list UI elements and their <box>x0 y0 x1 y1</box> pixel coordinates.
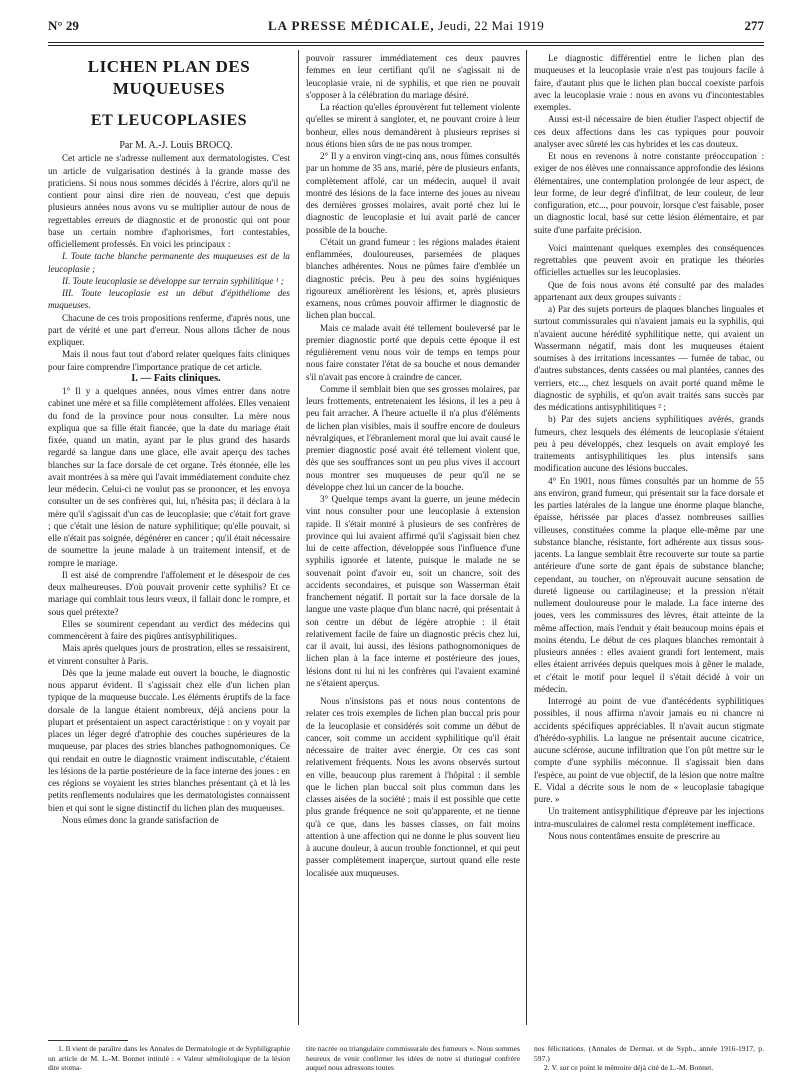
paragraph: b) Par des sujets anciens syphilitiques avérés, grands fumeurs, chez lesquels des éléments de leucoplasie s'étaient peu à peu développés, chez lesquels on avait employé les traitements antisyphilitiques les plus intensifs sans modification aucune des lésions buccales. <box>534 414 764 474</box>
article-title: LICHEN PLAN DES MUQUEUSES <box>87 57 251 98</box>
paragraph: Mais il nous faut tout d'abord relater quelques faits cliniques pour faire comprendre l'importance pratique de cet article. <box>48 349 290 372</box>
page-number: 277 <box>744 18 764 33</box>
header-rule-double <box>48 45 764 46</box>
footnote-rule <box>48 1040 128 1041</box>
footnote-text: nos félicitations. (Annales de Dermat. et de Syph., année 1916-1917, p. 597.) <box>534 1044 764 1063</box>
issue-number: N° 29 <box>48 18 79 33</box>
paragraph: Cet article ne s'adresse nullement aux dermatologistes. C'est un article de vulgarisation destinés à la grande masse des praticiens. Si nous nous sommes décidés à l'écrire, alors qu'il ne contient pour ainsi dire rien de nouveau, c'est que depuis plusieurs années nous avons vu se multiplier autour de nous de regrettables erreurs de diagnostic et de pronostic qui ont pour base un certain nombre d'aphorismes, fort contestables, officiellement professés. En voici les principaux : <box>48 153 290 249</box>
footnote-2: 2. V. sur ce point le mémoire déjà cité de L.-M. Bonnet. <box>544 1063 714 1073</box>
paragraph: Interrogé au point de vue d'antécédents syphilitiques possibles, il nous affirma n'avoir jamais eu ni chancre ni accidents spécifiques appréciables. Il n'avait aucun stigmate d'hérédo-syphilis. La langue ne présentait aucune cicatrice, aucune sclérose, aucune infiltration que l'on pût mettre sur le compte d'une syphilis méconnue. Il s'agissait bien dans l'espèce, au point de vue objectif, de la lésion que notre maître E. Vidal a décrite sous le nom de « leucoplasie tabagique pure. » <box>534 696 764 804</box>
issue-date: Jeudi, 22 Mai 1919 <box>438 18 545 33</box>
paragraph: Mais ce malade avait été tellement bouleversé par le premier diagnostic porté que depuis cette époque il est régulièrement venu nous voir de temps en temps pour nous faire constater l'état de sa bouche et nous demander s'il n'avait pas encore à craindre de cancer. <box>306 322 520 382</box>
column-2 <box>306 52 520 1037</box>
paragraph: Mais après quelques jours de prostration, elles se ressaisirent, et vinrent consulter à Paris. <box>48 643 290 666</box>
column-1 <box>48 52 290 1037</box>
paragraph: Aussi est-il nécessaire de bien étudier l'aspect objectif de ces deux affections dans les cas typiques pour pouvoir analyser avec sûreté les cas hybrides et les cas douteux. <box>534 114 764 149</box>
paragraph: 2° Il y a environ vingt-cinq ans, nous fûmes consultés par un homme de 35 ans, marié, père de plusieurs enfants, complètement affolé, car un médecin, auquel il avait montré des lésions de la face interne des joues au niveau des dernières grosses molaires, avait porté chez lui le diagnostic de leucoplasie et lui avait parlé de cancer possible de la bouche. <box>306 151 520 235</box>
paragraph: Il est aisé de comprendre l'affolement et le désespoir de ces deux malheureuses. D'où pouvait provenir cette syphilis? Et ce mariage qui comblait tous leurs vœux, il fallait donc le rompre, et sous quel prétexte? <box>48 569 290 617</box>
paragraph: a) Par des sujets porteurs de plaques blanches linguales et surtout commissurales qui n'avaient jamais eu la syphilis, qui n'avaient aucune hérédité syphilitique nette, qui avaient un Wassermann négatif, mais dont les muqueuses étaient soumises à des irritations incessantes — fumée de tabac, ou d'autres substances, dents cassées ou mal plantées, cannes des verriers, etc..., chez lesquels on avait porté quand même le diagnostic de syphilis, et qu'on avait traités sans succès par des médications antisyphilitiques ² ; <box>534 304 764 412</box>
paragraph: Le diagnostic différentiel entre le lichen plan des muqueuses et la leucoplasie vraie n'est pas toujours facile à faire, d'autant plus que le lichen plan buccal coexiste parfois avec la leucoplasie vraie : nous en avons vu d'incontestables exemples. <box>534 53 764 112</box>
paragraph: Nous n'insistons pas et nous nous contentons de relater ces trois exemples de lichen plan buccal pris pour de la leucoplasie et considérés soit comme un début de cancer, soit comme un accident syphilitique qu'il était nécessaire de traiter avec énergie. Or ces cas sont relativement fréquents. Nous les avons observés surtout en ville, beaucoup plus rarement à l'hôpital : il semble que le lichen plan buccal soit plus commun dans les classes aisées de la société ; mais il est possible que cette plus grande fréquence ne soit qu'apparente, et ne tienne qu'à ce que, dans les basses classes, on fait moins attention à une affection qui ne donne le plus souvent lieu à aucune douleur, à aucun trouble fonctionnel, et qui peut passer complètement inaperçue, surtout quand elle reste localisée aux muqueuses. <box>306 696 520 878</box>
paragraph: Un traitement antisyphilitique d'épreuve par les injections intra-musculaires de calomel resta complètement inefficace. <box>534 806 764 829</box>
journal-line <box>48 18 764 34</box>
footnote-text: tite nacrée ou triangulaire commissurale des fumeurs ». Nous sommes heureux de venir confirmer les idées de notre si distingué confrère auquel nous adressons toutes <box>306 1044 520 1073</box>
proposition-2: II. Toute leucoplasie se développe sur terrain syphilitique ¹ ; <box>62 275 284 286</box>
article-subtitle: ET LEUCOPLASIES <box>90 112 248 129</box>
paragraph: 1° Il y a quelques années, nous vîmes entrer dans notre cabinet une mère et sa fille complètement affolées. Elles venaient du fond de la province pour nous consulter. La mère nous expliqua que sa fille était fiancée, que la date du mariage était fixée, quand un matin, ayant par le plus grand des hasards regardé sa langue dans une glace, elle avait aperçu des taches blanches sur la face dorsale de cet organe. Très étonnée, elle les avait montrées à sa mère qui l'avait immédiatement conduite chez leur médecin. Celui-ci ne voulut pas se prononcer, et les envoya consulter un de ses confrères qui, lui, n'hésita pas; il déclara à la mère qu'il s'agissait d'un cas de leucoplasie; que c'était fort grave ; que c'était une lésion de nature syphilitique; qu'elle pouvait, si elle n'était pas soignée, dégénérer en cancer ; qu'il était nécessaire de soumettre la jeune malade à un traitement intensif, et de rompre le mariage. <box>48 386 290 568</box>
column-divider-2 <box>526 50 527 1025</box>
paragraph: Comme il semblait bien que ses grosses molaires, par leurs frottements, entretenaient les lésions, il les a peu à peu fait arracher. A l'heure actuelle il n'a plus d'éléments de lichen plan visibles, mais il souffre encore de douleurs névralgiques, et l'ébranlement moral que lui avait causé le premier diagnostic posé avait été tellement violent que, dès que ses souffrances sont un peu plus vives il accourt nous montrer ses muqueuses de peur qu'il ne se développe chez lui un cancer de la bouche. <box>306 383 520 492</box>
author-byline: Par M. A.-J. Louis BROCQ. <box>119 140 233 151</box>
paragraph: Et nous en revenons à notre constante préoccupation : exiger de nos élèves une connaissance approfondie des lésions élémentaires, une contemplation prolongée de leur aspect, de leur forme, de leur degré d'infiltrat, de leur couleur, de leur configuration, etc..., pour pouvoir, lorsque c'est faisable, poser un diagnostic local, basé sur cette lésion élémentaire, et par suite d'une parfaite précision. <box>534 151 764 235</box>
proposition-3: III. Toute leucoplasie est un début d'épithéliome des muqueuses. <box>48 288 290 311</box>
header-rule <box>48 42 764 43</box>
journal-title: LA PRESSE MÉDICALE, <box>267 18 435 33</box>
paragraph: 3° Quelque temps avant la guerre, un jeune médecin vint nous consulter pour une leucoplasie à extension rapide. Il s'était montré à plusieurs de ses confrères de province qui lui avaient affirmé qu'il s'agissait bien chez lui de cette affection, développée sous l'influence d'une syphilis ignorée et latente, puisque le malade ne se souvenait point d'avoir eu, soit un chancre, soit des accidents secondaires, et puisque son Wasserman était franchement négatif. Il portait sur la face dorsale de la langue une vaste plaque d'un blanc nacré, qui présentait à son centre un début de légère atrophie : il était relativement facile de faire un diagnostic précis chez lui, car il avait, lui aussi, des lésions pathognomoniques de lichen plan à la face interne et postérieure des joues, lésions dont ni lui ni les confrères qui l'avaient examiné ne s'étaient aperçus. <box>306 494 520 688</box>
footnote-1 <box>48 1044 290 1080</box>
paragraph: 4° En 1901, nous fûmes consultés par un homme de 55 ans environ, grand fumeur, qui présentait sur la face dorsale et les parties latérales de la langue une énorme plaque blanche, épaisse, hérissée par places d'assez nombreuses saillies villeuses, constituées comme la plaque elle-même par une substance blanche, résistante, fort adhérente aux tissus sous-jacents. La langue semblait être recouverte sur toute sa partie antérieure d'une sorte de gant épais de substance blanche; cependant, au toucher, on n'éprouvait aucune sensation de dureté ligneuse ou cartilagineuse; et la pression n'était nullement douloureuse pour le malade. La face interne des joues, vers les commissures des lèvres, était atteinte de la même affection, mais l'enduit y était beaucoup moins épais et moins étendu. Le début de ces plaques blanches remontait à plusieurs années : elles avaient grandi fort lentement, mais elles étaient arrivées depuis quelques mois à gêner le malade, et c'était le motif pour lequel il s'était décidé à voir un médecin. <box>534 475 764 694</box>
section-heading <box>48 373 290 385</box>
paragraph: Chacune de ces trois propositions renferme, d'après nous, une part de vérité et une part d'erreur. Nous allons tâcher de nous expliquer. <box>48 312 290 347</box>
footnote-text: 1. Il vient de paraître dans les Annales de Dermatologie et de Syphiligraphie un article de M. L.-M. Bonnet intitulé : « Valeur séméiologique de la lésion dite stoma- <box>48 1044 290 1073</box>
section-title: Faits cliniques. <box>153 372 221 384</box>
paragraph: Elles se soumirent cependant au verdict des médecins qui commencèrent à faire des piqûres antisyphilitiques. <box>48 618 290 641</box>
paragraph: Dès que la jeune malade eut ouvert la bouche, le diagnostic nous apparut évident. Il s'agissait chez elle d'un lichen plan typique de la muqueuse buccale. Les éléments éruptifs de la face dorsale de la langue étaient nombreux, déjà anciens pour la plupart et présentaient un aspect caractéristique : on y voyait par places un léger degré d'atrophie des couches supérieures de la muqueuse, par places des stries blanches pathognomoniques. Ce qui rendait en outre le diagnostic vraiment indiscutable, c'étaient les lésions de la partie postérieure de la face interne des joues : en ces régions se voyaient les stries blanches présentant çà et là les petits renflements nodulaires que les dermatologistes connaissent bien et qui sont le signe distinctif du lichen plan des muqueuses. <box>48 667 290 813</box>
paragraph: La réaction qu'elles éprouvèrent fut tellement violente qu'elles se mirent à sangloter, et, ne pouvant croire à leur bonheur, elles nous demandèrent à plusieurs reprises si nous étions bien sûrs de ne pas nous tromper. <box>306 102 520 149</box>
paragraph: Voici maintenant quelques exemples des conséquences regrettables que peuvent avoir en pratique les théories officielles actuelles sur les leucoplasies. <box>534 242 764 278</box>
footnotes-col3 <box>534 1044 764 1080</box>
column-divider-1 <box>298 50 299 1025</box>
section-number: I. — <box>131 372 152 384</box>
proposition-1: I. Toute tache blanche permanente des muqueuses est de la leucoplasie ; <box>48 251 290 274</box>
paragraph: Nous eûmes donc la grande satisfaction de <box>62 814 219 825</box>
paragraph: C'était un grand fumeur : les régions malades étaient enflammées, douloureuses, parsemées de plaques blanches adhérentes. Nous ne pûmes faire d'emblée un diagnostic précis. Peu à peu des soins hygiéniques rigoureux améliorèrent les lésions, et, après plusieurs examens, nous crûmes pouvoir affirmer le diagnostic de lichen plan buccal. <box>306 236 520 321</box>
running-header <box>48 18 764 38</box>
footnote-1-continued <box>306 1044 520 1080</box>
paragraph: Que de fois nous avons été consulté par des malades appartenant aux deux groupes suivants : <box>534 279 764 302</box>
paragraph: Nous nous contentâmes ensuite de prescrire au <box>548 830 720 841</box>
paragraph: pouvoir rassurer immédiatement ces deux pauvres femmes en leur certifiant qu'il ne s'agissait ni de leucoplasie vraie, ni de syphilis, et que rien ne pouvait s'opposer à la célébration du mariage désiré. <box>306 53 520 100</box>
column-3 <box>534 52 764 1037</box>
